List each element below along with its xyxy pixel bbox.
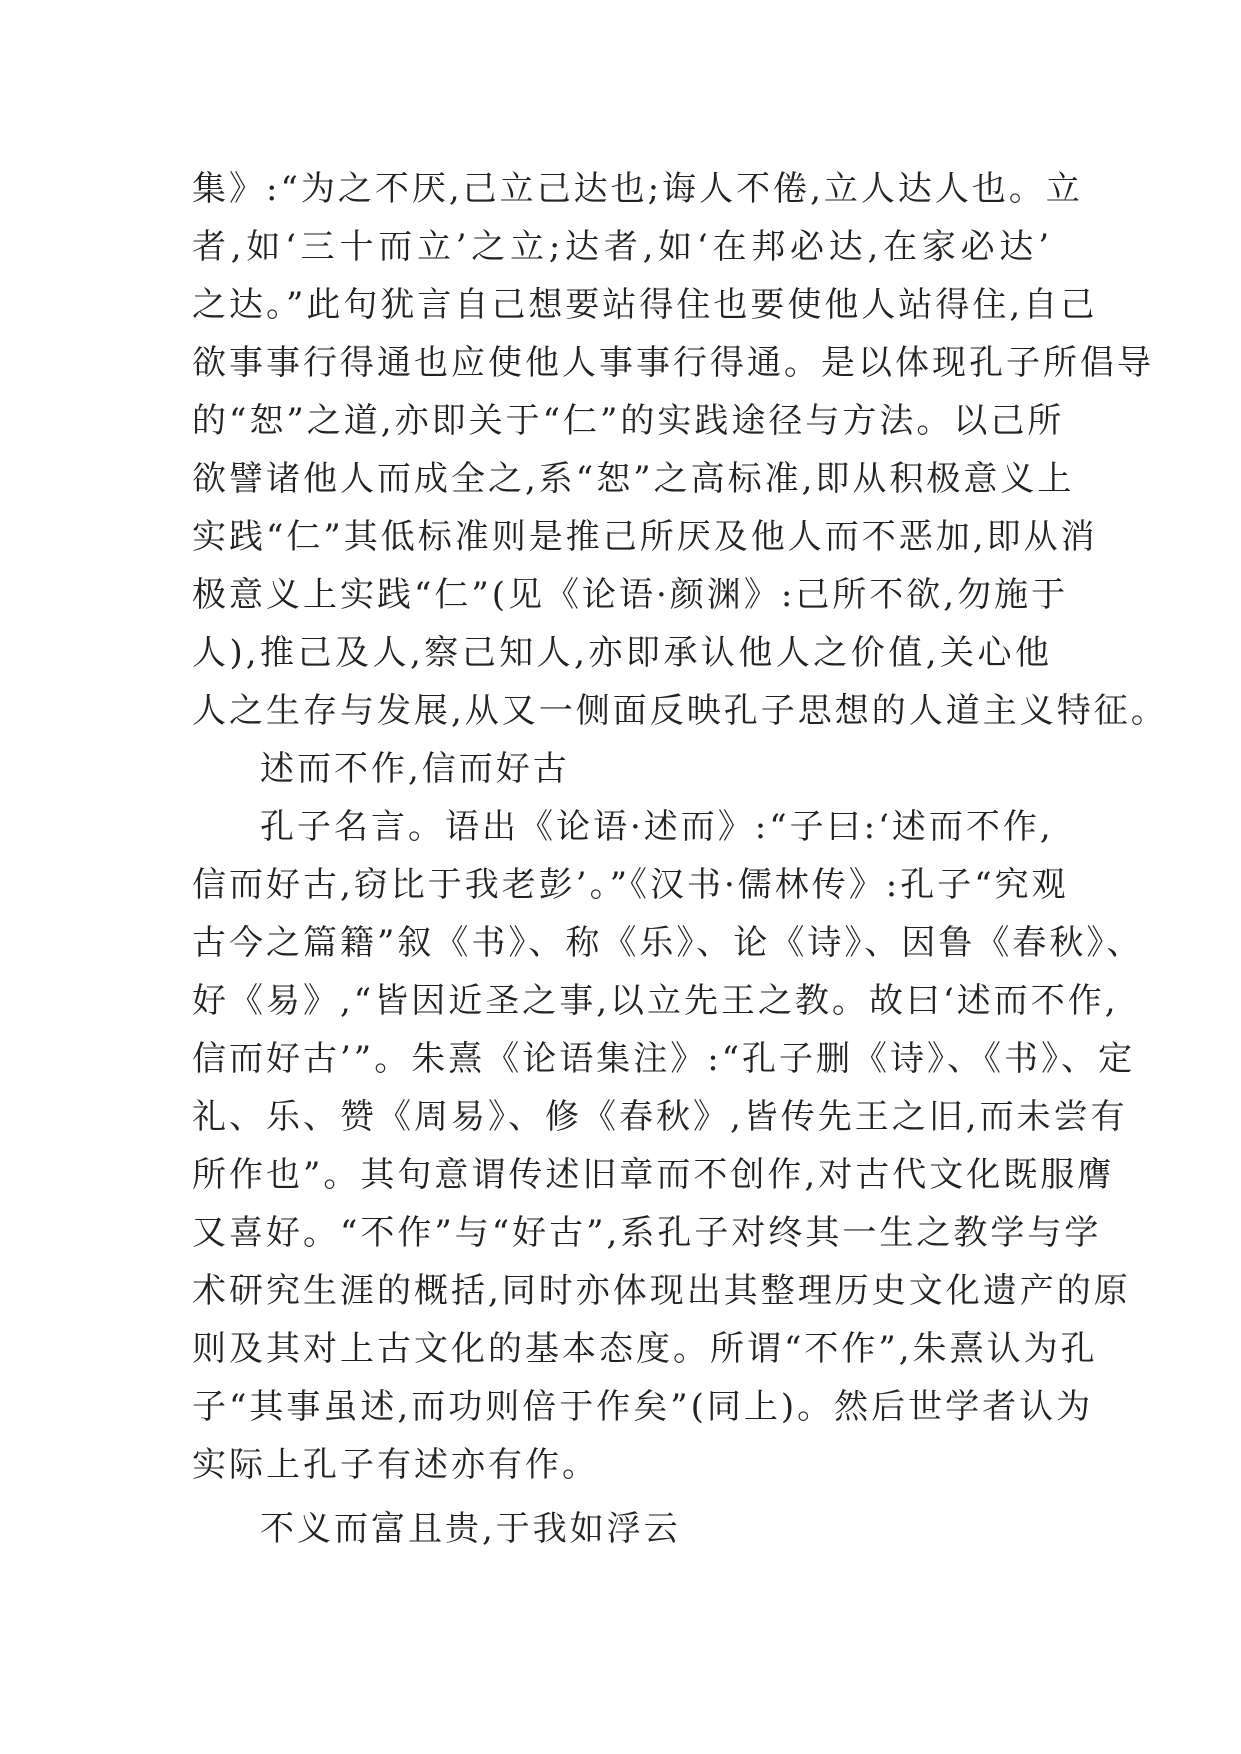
text-line: 集》:“为之不厌,己立己达也;诲人不倦,立人达人也。立: [192, 169, 1083, 209]
text-line: 则及其对上古文化的基本态度。所谓“不作”,朱熹认为孔: [192, 1329, 1098, 1369]
text-line: 人),推己及人,察己知人,亦即承认他人之价值,关心他: [192, 633, 1052, 673]
section-heading: 不义而富且贵,于我如浮云: [260, 1509, 681, 1549]
text-line: 好《易》,“皆因近圣之事,以立先王之教。故曰‘述而不作,: [192, 981, 1119, 1021]
body-text: [192, 160, 1168, 1558]
text-line: 所作也”。其句意谓传述旧章而不创作,对古代文化既服膺: [192, 1155, 1115, 1195]
text-line: 信而好古,窃比于我老彭’。”《汉书·儒林传》:孔子“究观: [192, 865, 1069, 905]
text-line: 实践“仁”其低标准则是推己所厌及他人而不恶加,即从消: [192, 517, 1098, 557]
text-line: 孔子名言。语出《论语·述而》:“子曰:‘述而不作,: [260, 807, 1054, 847]
text-line: 古今之篇籍”叙《书》、称《乐》、论《诗》、因鲁《春秋》、: [192, 923, 1144, 963]
section-heading: 述而不作,信而好古: [260, 749, 570, 789]
text-line: 信而好古’”。朱熹《论语集注》:“孔子删《诗》、《书》、定: [192, 1039, 1136, 1079]
text-line: 极意义上实践“仁”(见《论语·颜渊》:己所不欲,勿施于: [192, 575, 1069, 615]
text-line: 的“恕”之道,亦即关于“仁”的实践途径与方法。以己所: [192, 401, 1065, 441]
text-line: 之达。”此句犹言自己想要站得住也要使他人站得住,自己: [192, 285, 1098, 325]
text-line: 术研究生涯的概括,同时亦体现出其整理历史文化遗产的原: [192, 1271, 1131, 1311]
text-line: 人之生存与发展,从又一侧面反映孔子思想的人道主义特征。: [192, 691, 1168, 731]
text-line: 欲譬诸他人而成全之,系“恕”之高标准,即从积极意义上: [192, 459, 1075, 499]
text-line: 者,如‘三十而立’之立;达者,如‘在邦必达,在家必达’: [192, 227, 1052, 267]
text-line: 欲事事行得通也应使他人事事行得通。是以体现孔子所倡导: [192, 343, 1154, 383]
text-line: 又喜好。“不作”与“好古”,系孔子对终其一生之教学与学: [192, 1213, 1102, 1253]
text-line: 实际上孔子有述亦有作。: [192, 1445, 599, 1485]
text-line: 子“其事虽述,而功则倍于作矣”(同上)。然后世学者认为: [192, 1387, 1094, 1427]
text-line: 礼、乐、赞《周易》、修《春秋》,皆传先王之旧,而未尝有: [192, 1097, 1128, 1137]
